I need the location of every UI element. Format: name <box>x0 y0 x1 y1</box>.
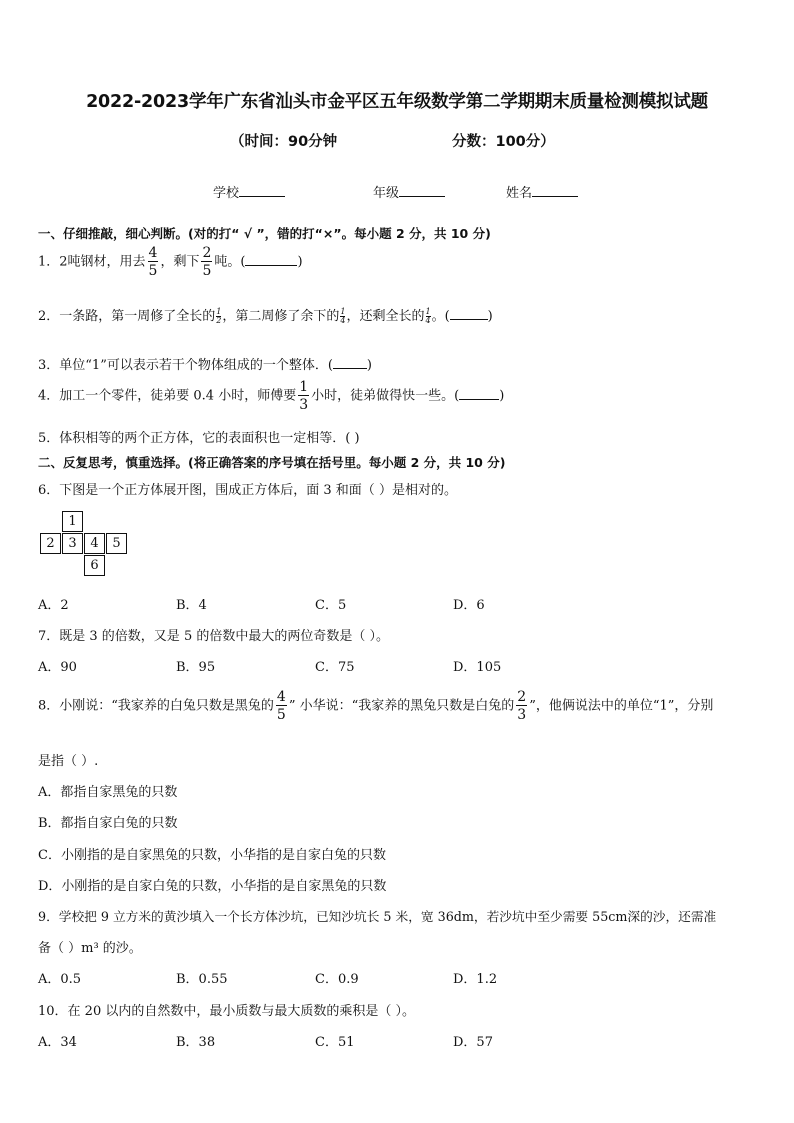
q6-option-a[interactable]: A．2 <box>38 598 69 613</box>
name-field <box>506 182 578 201</box>
section1-heading: 一、仔细推敲，细心判断。(对的打“ √ ”，错的打“×”。每小题 2 分，共 10 分) <box>38 226 491 241</box>
q7-option-b[interactable]: B．95 <box>176 660 216 675</box>
net-face-2: 2 <box>40 533 61 554</box>
school-label: 学校 <box>213 186 240 201</box>
q2-fraction-3 <box>426 308 431 325</box>
q2-f2-num: 1 <box>340 307 346 316</box>
q8-text-c: ”，他俩说法中的单位“1”，分别 <box>529 698 714 714</box>
q3-text-b: ) <box>366 358 372 373</box>
q1-fraction-2 <box>201 246 212 278</box>
question-3 <box>38 354 372 373</box>
net-face-3: 3 <box>62 533 83 554</box>
q10-option-b[interactable]: B．38 <box>176 1035 216 1050</box>
net-face-4: 4 <box>84 533 105 554</box>
q6-option-c[interactable]: C．5 <box>315 598 347 613</box>
question-8 <box>38 690 713 722</box>
q8-fraction-1 <box>276 690 287 722</box>
q8-text-b: ” 小华说：“我家养的黑兔只数是白兔的 <box>288 698 515 714</box>
question-5: 5．体积相等的两个正方体，它的表面积也一定相等．( ) <box>38 431 360 446</box>
q4-f-den: 3 <box>299 397 309 413</box>
q2-f3-den: 4 <box>425 316 431 325</box>
q8-f2-num: 2 <box>517 689 527 705</box>
name-label: 姓名 <box>506 186 533 201</box>
school-field <box>213 182 285 201</box>
exam-score: 分数：100分） <box>452 134 555 150</box>
q8-option-b[interactable]: B．都指自家白兔的只数 <box>38 816 178 831</box>
q4-answer-blank[interactable] <box>459 387 499 400</box>
grade-blank <box>399 184 445 197</box>
name-blank <box>532 184 578 197</box>
q8-option-c[interactable]: C．小刚指的是自家黑兔的只数，小华指的是自家白兔的只数 <box>38 848 386 863</box>
q2-text-e: ) <box>487 309 493 324</box>
q4-text-b: 小时，徒弟做得快一些。( <box>311 388 460 404</box>
q9-option-b[interactable]: B．0.55 <box>176 972 228 987</box>
q8-f1-den: 5 <box>276 707 286 723</box>
q6-option-d[interactable]: D．6 <box>453 598 485 613</box>
q2-fraction-2 <box>340 308 345 325</box>
q7-option-c[interactable]: C．75 <box>315 660 355 675</box>
q1-text-c: 吨。( <box>214 254 246 270</box>
question-9: 9．学校把 9 立方米的黄沙填入一个长方体沙坑，已知沙坑长 5 米，宽 36dm，若沙坑中至少需要 55cm深的沙，还需准 <box>38 909 717 924</box>
q4-text-c: ) <box>499 388 505 404</box>
question-2 <box>38 305 493 325</box>
q8-option-d[interactable]: D．小刚指的是自家白兔的只数，小华指的是自家黑兔的只数 <box>38 879 387 894</box>
q3-text-a: 3．单位“1”可以表示若干个物体组成的一个整体．( <box>38 358 333 373</box>
question-6: 6．下图是一个正方体展开图，围成正方体后，面 3 和面（ ）是相对的。 <box>38 483 457 498</box>
q1-f1-den: 5 <box>148 263 158 279</box>
cube-net-diagram <box>40 511 132 577</box>
q8-option-a[interactable]: A．都指自家黑兔的只数 <box>38 785 178 800</box>
q8-f1-num: 4 <box>276 689 286 705</box>
q1-answer-blank[interactable] <box>245 253 297 266</box>
school-blank <box>239 184 285 197</box>
q2-text-c: ，还剩全长的 <box>346 309 425 324</box>
question-4 <box>38 380 504 412</box>
q2-text-a: 2．一条路，第一周修了全长的 <box>38 309 216 324</box>
grade-label: 年级 <box>373 186 400 201</box>
q3-answer-blank[interactable] <box>333 356 367 369</box>
q1-f2-num: 2 <box>202 245 212 261</box>
q4-fraction <box>298 380 309 412</box>
q8-fraction-2 <box>516 690 527 722</box>
section2-heading: 二、反复思考，慎重选择。(将正确答案的序号填在括号里。每小题 2 分，共 10 分) <box>38 455 506 470</box>
question-7: 7．既是 3 的倍数，又是 5 的倍数中最大的两位奇数是（ ）。 <box>38 629 389 644</box>
q1-fraction-1 <box>148 246 159 278</box>
net-face-1: 1 <box>62 511 83 532</box>
q8-text-a: 8．小刚说：“我家养的白兔只数是黑兔的 <box>38 698 274 714</box>
net-face-5: 5 <box>106 533 127 554</box>
q2-f2-den: 4 <box>340 316 346 325</box>
grade-field <box>373 182 445 201</box>
q1-text-a: 1．2吨钢材，用去 <box>38 254 146 270</box>
q1-f1-num: 4 <box>148 245 158 261</box>
question-8-line2: 是指（ ）. <box>38 754 99 769</box>
net-face-6: 6 <box>84 555 105 576</box>
q7-option-a[interactable]: A．90 <box>38 660 77 675</box>
q1-f2-den: 5 <box>202 263 212 279</box>
q6-option-b[interactable]: B．4 <box>176 598 207 613</box>
q10-option-a[interactable]: A．34 <box>38 1035 77 1050</box>
q9-option-a[interactable]: A．0.5 <box>38 972 82 987</box>
question-1 <box>38 246 303 278</box>
q1-text-d: ) <box>297 254 303 270</box>
q10-option-c[interactable]: C．51 <box>315 1035 355 1050</box>
q2-answer-blank[interactable] <box>450 307 488 320</box>
q2-text-d: 。( <box>431 309 450 324</box>
q8-f2-den: 3 <box>517 707 527 723</box>
q10-option-d[interactable]: D．57 <box>453 1035 493 1050</box>
page-title: 2022-2023学年广东省汕头市金平区五年级数学第二学期期末质量检测模拟试题 <box>86 92 708 112</box>
q4-f-num: 1 <box>299 379 309 395</box>
question-9-line2: 备（ ）m³ 的沙。 <box>38 941 142 956</box>
q7-option-d[interactable]: D．105 <box>453 660 502 675</box>
question-10: 10．在 20 以内的自然数中，最小质数与最大质数的乘积是（ ）。 <box>38 1004 415 1019</box>
q2-f1-den: 2 <box>216 316 222 325</box>
q9-option-c[interactable]: C．0.9 <box>315 972 359 987</box>
q2-f1-num: 1 <box>216 307 222 316</box>
q4-text-a: 4．加工一个零件，徒弟要 0.4 小时，师傅要 <box>38 388 297 404</box>
q2-text-b: ，第二周修了余下的 <box>222 309 340 324</box>
q9-option-d[interactable]: D．1.2 <box>453 972 498 987</box>
exam-time: （时间：90分钟 <box>230 134 338 150</box>
q1-text-b: ，剩下 <box>160 254 200 270</box>
q2-fraction-1 <box>216 308 221 325</box>
q2-f3-num: 1 <box>425 307 431 316</box>
